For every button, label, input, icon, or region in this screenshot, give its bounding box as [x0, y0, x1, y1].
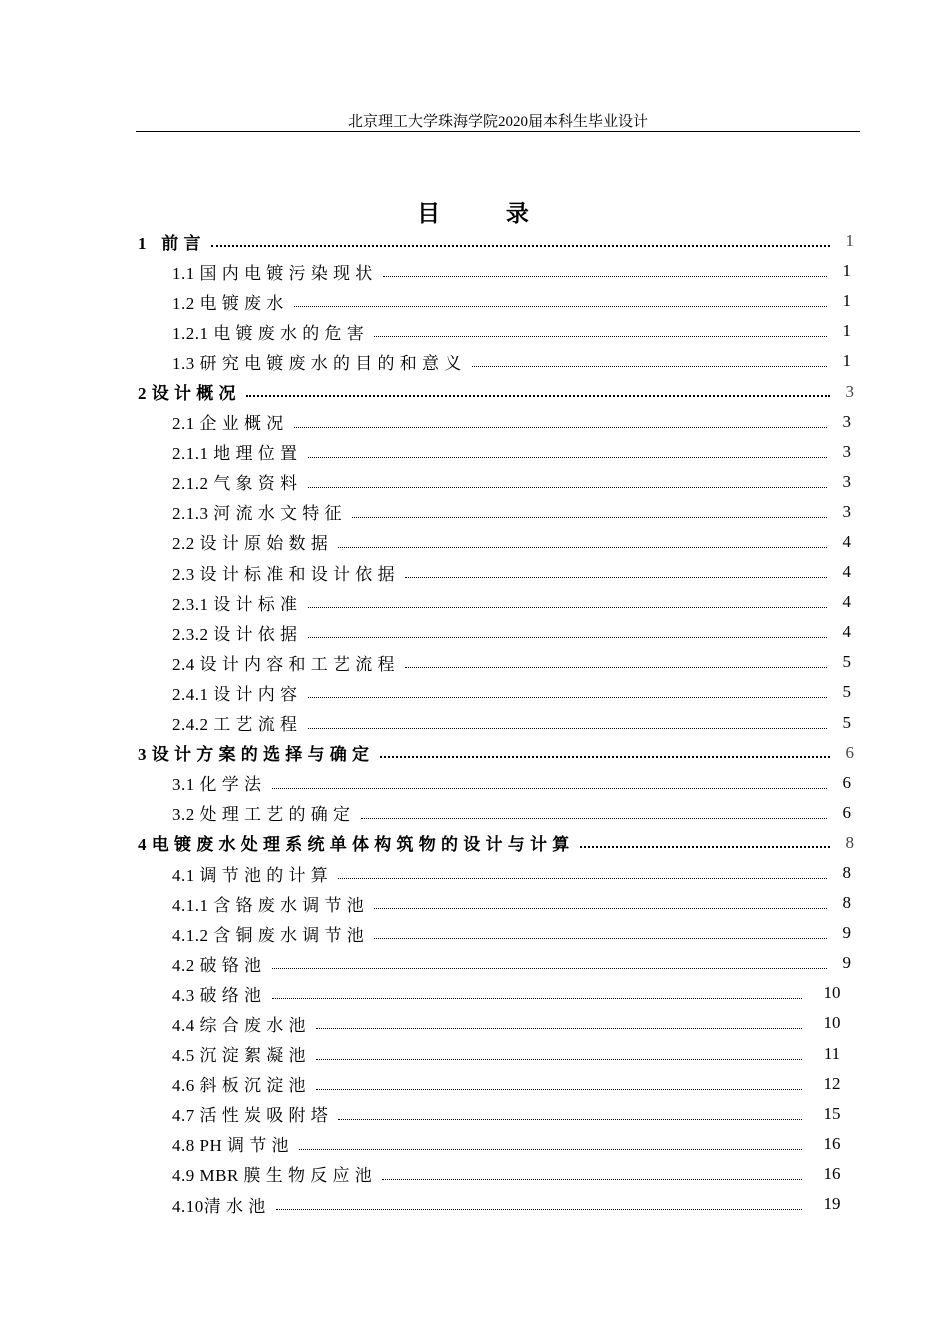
- toc-entry-page: 1: [845, 231, 854, 251]
- toc-entry-page: 4: [842, 562, 851, 582]
- toc-entry[interactable]: [0, 316, 950, 346]
- toc-leader: [246, 394, 830, 397]
- toc-entry-label: 4.1.2 含 铜 废 水 调 节 池: [172, 925, 365, 945]
- toc-entry[interactable]: [0, 768, 950, 798]
- toc-leader: [374, 937, 827, 939]
- toc-entry[interactable]: [0, 407, 950, 437]
- header-rule: [136, 131, 860, 132]
- toc-entry[interactable]: [0, 978, 950, 1008]
- toc-entry[interactable]: [0, 858, 950, 888]
- toc-entry-page: 15: [823, 1103, 841, 1123]
- toc-entry-page: 10: [823, 983, 841, 1003]
- page-header: 北京理工大学珠海学院2020届本科生毕业设计: [347, 114, 648, 130]
- toc-entry-page: 5: [842, 712, 851, 732]
- toc-entry-label: 4.7 活 性 炭 吸 附 塔: [172, 1106, 329, 1126]
- toc-entry-page: 4: [842, 622, 851, 642]
- toc-entry[interactable]: [0, 1069, 950, 1099]
- toc-entry-label: 4.1.1 含 铬 废 水 调 节 池: [172, 895, 365, 915]
- toc-entry-label: 2.4 设 计 内 容 和 工 艺 流 程: [172, 654, 395, 674]
- toc-leader: [308, 486, 828, 488]
- toc-entry[interactable]: [0, 1189, 950, 1219]
- toc-entry[interactable]: [0, 497, 950, 527]
- toc-entry-label: 3.1 化 学 法: [172, 775, 262, 795]
- toc-entry-page: 9: [842, 923, 851, 943]
- toc-entry-label: 4.5 沉 淀 絮 凝 池: [172, 1046, 306, 1066]
- toc-entry[interactable]: [0, 828, 950, 858]
- toc-entry-page: 3: [842, 441, 851, 461]
- toc-entry-page: 4: [842, 592, 851, 612]
- toc-entry-label: 4.9 MBR 膜 生 物 反 应 池: [172, 1166, 373, 1186]
- toc-entry[interactable]: [0, 376, 950, 406]
- toc-entry-page: 6: [842, 802, 851, 822]
- toc-entry-label: 4.4 综 合 废 水 池: [172, 1015, 306, 1035]
- toc-entry-label: 4.8 PH 调 节 池: [172, 1136, 289, 1156]
- toc-leader: [308, 456, 828, 458]
- toc-entry[interactable]: [0, 677, 950, 707]
- toc-entry-page: 11: [823, 1043, 841, 1063]
- toc-entry-page: 10: [823, 1013, 841, 1033]
- toc-entry-page: 1: [842, 321, 851, 341]
- toc-entry[interactable]: [0, 1129, 950, 1159]
- toc-entry[interactable]: [0, 346, 950, 376]
- toc-entry-label: 2.1.1 地 理 位 置: [172, 444, 298, 464]
- toc-entry[interactable]: [0, 527, 950, 557]
- toc-entry-label: 1.1 国 内 电 镀 污 染 现 状: [172, 263, 373, 283]
- toc-entry[interactable]: [0, 587, 950, 617]
- toc-entry-label: 3 设 计 方 案 的 选 择 与 确 定: [138, 745, 370, 765]
- toc-entry[interactable]: [0, 286, 950, 316]
- toc-entry-label: 1.3 研 究 电 镀 废 水 的 目 的 和 意 义: [172, 353, 462, 373]
- toc-leader: [405, 576, 827, 578]
- toc-entry-page: 1: [842, 261, 851, 281]
- toc-entry[interactable]: [0, 738, 950, 768]
- toc-leader: [361, 817, 828, 819]
- toc-entry-label: 2.1.3 河 流 水 文 特 征: [172, 504, 342, 524]
- toc-entry-page: 3: [845, 381, 854, 401]
- toc-entry-page: 9: [842, 953, 851, 973]
- table-of-contents: [0, 226, 950, 1219]
- toc-entry-label: 2.3.1 设 计 标 准: [172, 594, 298, 614]
- toc-title: 目 录: [417, 201, 559, 226]
- toc-entry-label: 2.1 企 业 概 况: [172, 414, 284, 434]
- toc-leader: [382, 1178, 802, 1180]
- toc-entry-page: 16: [823, 1133, 841, 1153]
- toc-leader: [405, 666, 827, 668]
- toc-leader: [211, 244, 830, 247]
- toc-leader: [276, 1208, 802, 1210]
- toc-entry[interactable]: [0, 798, 950, 828]
- toc-entry-label: 2.2 设 计 原 始 数 据: [172, 534, 329, 554]
- toc-entry[interactable]: [0, 647, 950, 677]
- toc-leader: [316, 1058, 802, 1060]
- toc-leader: [294, 426, 827, 428]
- toc-entry[interactable]: [0, 888, 950, 918]
- toc-leader: [308, 606, 828, 608]
- toc-entry-label: 4 电 镀 废 水 处 理 系 统 单 体 构 筑 物 的 设 计 与 计 算: [138, 835, 570, 855]
- toc-entry-label: 4.6 斜 板 沉 淀 池: [172, 1076, 306, 1096]
- toc-entry-page: 12: [823, 1073, 841, 1093]
- toc-leader: [352, 516, 827, 518]
- toc-entry[interactable]: [0, 437, 950, 467]
- toc-leader: [580, 845, 830, 848]
- toc-entry-label: 2.4.1 设 计 内 容: [172, 684, 298, 704]
- toc-entry-page: 5: [842, 652, 851, 672]
- toc-entry-page: 6: [842, 772, 851, 792]
- toc-entry-page: 16: [823, 1163, 841, 1183]
- toc-entry-label: 4.10清 水 池: [172, 1196, 266, 1216]
- toc-entry-label: 4.1 调 节 池 的 计 算: [172, 865, 329, 885]
- toc-leader: [308, 727, 828, 729]
- toc-entry[interactable]: [0, 918, 950, 948]
- toc-entry-page: 3: [842, 471, 851, 491]
- toc-leader: [374, 907, 827, 909]
- toc-entry-label: 4.2 破 铬 池: [172, 955, 262, 975]
- toc-entry[interactable]: [0, 1039, 950, 1069]
- toc-entry-page: 1: [842, 351, 851, 371]
- toc-leader: [272, 997, 803, 999]
- toc-entry-page: 19: [823, 1194, 841, 1214]
- toc-leader: [380, 755, 831, 758]
- toc-entry-page: 5: [842, 682, 851, 702]
- toc-leader: [383, 275, 827, 277]
- toc-entry-page: 8: [842, 863, 851, 883]
- toc-leader: [299, 1148, 802, 1150]
- toc-entry[interactable]: [0, 467, 950, 497]
- toc-entry-label: 2.3 设 计 标 准 和 设 计 依 据: [172, 564, 395, 584]
- toc-leader: [316, 1027, 802, 1029]
- toc-entry-label: 2.1.2 气 象 资 料: [172, 474, 298, 494]
- toc-entry[interactable]: [0, 708, 950, 738]
- toc-entry[interactable]: [0, 256, 950, 286]
- toc-leader: [316, 1088, 802, 1090]
- toc-entry-label: 4.3 破 络 池: [172, 985, 262, 1005]
- toc-leader: [272, 967, 828, 969]
- toc-leader: [308, 696, 828, 698]
- toc-leader: [338, 546, 827, 548]
- toc-entry-page: 3: [842, 411, 851, 431]
- toc-entry[interactable]: [0, 557, 950, 587]
- toc-entry[interactable]: [0, 948, 950, 978]
- toc-entry[interactable]: [0, 1159, 950, 1189]
- toc-leader: [294, 305, 827, 307]
- toc-entry-page: 8: [842, 893, 851, 913]
- toc-entry-label: 2.3.2 设 计 依 据: [172, 624, 298, 644]
- toc-leader: [472, 365, 827, 367]
- toc-entry[interactable]: [0, 226, 950, 256]
- toc-leader: [338, 1118, 802, 1120]
- toc-leader: [308, 636, 828, 638]
- toc-entry-label: 2 设 计 概 况: [138, 384, 236, 404]
- toc-entry-label: 1 前 言: [138, 233, 201, 253]
- toc-leader: [374, 335, 827, 337]
- toc-entry[interactable]: [0, 617, 950, 647]
- toc-entry-label: 3.2 处 理 工 艺 的 确 定: [172, 805, 351, 825]
- toc-entry-page: 6: [845, 742, 854, 762]
- toc-leader: [338, 877, 827, 879]
- toc-entry-label: 2.4.2 工 艺 流 程: [172, 715, 298, 735]
- toc-entry[interactable]: [0, 1008, 950, 1038]
- toc-entry-page: 4: [842, 531, 851, 551]
- toc-entry-label: 1.2 电 镀 废 水: [172, 293, 284, 313]
- toc-leader: [272, 787, 828, 789]
- toc-entry-page: 8: [845, 832, 854, 852]
- toc-entry-page: 3: [842, 501, 851, 521]
- toc-entry[interactable]: [0, 1099, 950, 1129]
- toc-entry-label: 1.2.1 电 镀 废 水 的 危 害: [172, 323, 365, 343]
- toc-entry-page: 1: [842, 291, 851, 311]
